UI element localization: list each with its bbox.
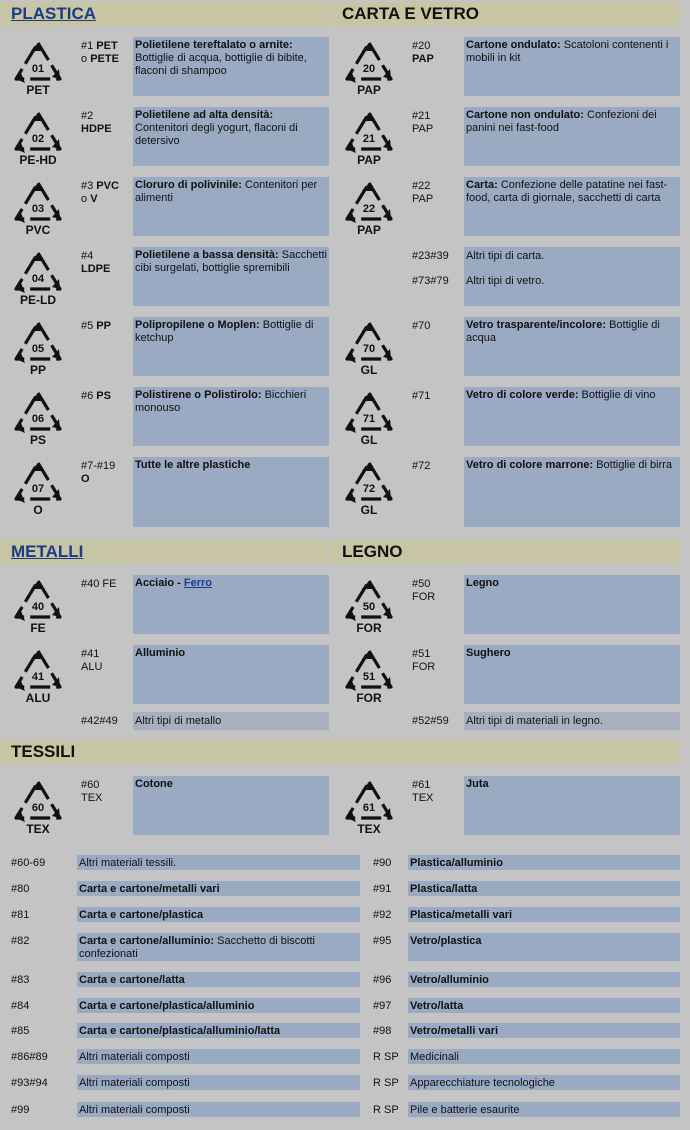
symbol-label: FOR — [356, 621, 382, 635]
code-line — [81, 53, 131, 66]
code-abbr: TEX — [81, 792, 103, 804]
composite-name: Carta e cartone/plastica/alluminio/latta — [79, 1025, 281, 1037]
section-title-legno: LEGNO — [331, 540, 680, 564]
material-description — [464, 177, 680, 236]
material-row — [331, 457, 680, 527]
composite-description — [77, 998, 360, 1013]
composite-row — [362, 972, 680, 987]
symbol-label: ALU — [25, 691, 51, 705]
symbol-label: PAP — [357, 153, 381, 167]
code-number: #20 — [412, 40, 431, 52]
composite-row — [0, 1049, 360, 1064]
material-code — [412, 648, 462, 674]
symbol-label: PVC — [25, 223, 51, 237]
composite-code: #84 — [11, 1000, 30, 1012]
code-number: #40 FE — [81, 578, 117, 590]
composite-text: Altri materiali composti — [79, 1104, 190, 1116]
code-line — [81, 473, 131, 486]
material-row — [331, 387, 680, 446]
material-name: Vetro trasparente/incolore: — [466, 319, 606, 331]
symbol-label: TEX — [26, 822, 50, 836]
material-description — [133, 247, 329, 306]
code-abbr: PETE — [90, 53, 119, 65]
code-number: #50 — [412, 578, 431, 590]
symbol-number: 61 — [362, 802, 376, 814]
composite-code: #92 — [373, 909, 392, 921]
code-number: #72 — [412, 460, 431, 472]
code-text: O — [81, 473, 90, 485]
material-name: Vetro di colore marrone: — [466, 459, 594, 471]
material-code — [412, 110, 462, 136]
recycle-symbol-icon — [339, 387, 399, 447]
material-use: Bottiglie di birra — [596, 459, 673, 471]
material-row — [331, 107, 680, 166]
composite-row — [0, 881, 360, 896]
material-description — [133, 37, 329, 96]
material-description — [464, 457, 680, 527]
composite-name: Carta e cartone/metalli vari — [79, 883, 220, 895]
extra-text: Altri tipi di materiali in legno. — [464, 712, 680, 730]
ferro-link[interactable]: Ferro — [183, 577, 213, 589]
symbol-number: 60 — [31, 802, 45, 814]
composite-description — [408, 998, 680, 1013]
material-description — [133, 107, 329, 166]
code-number: #6 — [81, 390, 97, 402]
symbol-label: GL — [360, 363, 378, 377]
material-row — [331, 575, 680, 634]
composite-text: Sacchetto di biscotti confezionati — [79, 935, 315, 960]
code-abbr: PS — [96, 390, 111, 402]
material-row — [331, 317, 680, 376]
composite-name: Plastica/latta — [410, 883, 478, 895]
material-use: Bicchieri monouso — [135, 389, 307, 414]
material-use: Sacchetti cibi surgelati, bottiglie spremibili — [135, 249, 327, 274]
material-code — [81, 40, 131, 66]
symbol-label: TEX — [357, 822, 381, 836]
composite-description — [77, 1023, 360, 1038]
composite-row — [362, 1049, 680, 1064]
composite-description — [408, 1023, 680, 1038]
carta-extra-block — [331, 247, 680, 306]
material-description — [133, 317, 329, 376]
extra-code: #52#59 — [412, 715, 449, 727]
material-row — [331, 177, 680, 236]
symbol-label: PE-HD — [19, 153, 57, 167]
symbol-number: 06 — [31, 413, 45, 425]
material-use: Scatoloni contenenti i mobili in kit — [466, 39, 669, 64]
material-name: Tutte le altre plastiche — [135, 459, 251, 471]
code-abbr: PAP — [412, 53, 434, 65]
symbol-number: 72 — [362, 483, 376, 495]
composite-code: R SP — [373, 1051, 399, 1063]
material-code — [81, 578, 131, 591]
recycle-symbol-icon — [8, 177, 68, 237]
material-description — [133, 177, 329, 236]
material-code — [81, 779, 131, 805]
symbol-label: GL — [360, 433, 378, 447]
code-number: #21 — [412, 110, 431, 122]
composite-name: Carta e cartone/plastica/alluminio — [79, 1000, 255, 1012]
code-number: #51 — [412, 648, 431, 660]
composite-code: #90 — [373, 857, 392, 869]
composite-text: Altri materiali composti — [79, 1051, 190, 1063]
code-text: HDPE — [81, 123, 112, 135]
composite-description — [408, 1049, 680, 1064]
composite-name: Carta e cartone/alluminio: — [79, 935, 215, 947]
recycle-symbol-icon — [8, 37, 68, 97]
section-title-carta-vetro: CARTA E VETRO — [331, 2, 680, 26]
symbol-number: 01 — [31, 63, 45, 75]
composite-code: #91 — [373, 883, 392, 895]
recycle-symbol-icon — [8, 317, 68, 377]
material-row — [0, 645, 329, 704]
symbol-number: 22 — [362, 203, 376, 215]
material-code — [412, 779, 462, 805]
composite-code: #95 — [373, 935, 392, 947]
material-use: Confezione delle patatine nei fast-food, carta di giornale, sacchetti di carta — [466, 179, 668, 204]
composite-text: Medicinali — [410, 1051, 459, 1063]
code-number: #70 — [412, 320, 431, 332]
material-description — [464, 37, 680, 96]
composite-row — [0, 933, 360, 961]
symbol-number: 71 — [362, 413, 376, 425]
code-line — [81, 460, 131, 473]
composite-code: #93#94 — [11, 1077, 48, 1089]
code-abbr: PET — [96, 40, 118, 52]
material-description — [133, 645, 329, 704]
extra-code: #23#39 — [412, 250, 449, 262]
material-use: Bottiglie di ketchup — [135, 319, 314, 344]
material-name: Cartone ondulato: — [466, 39, 561, 51]
material-code — [81, 648, 131, 674]
composite-code: #83 — [11, 974, 30, 986]
material-row — [0, 457, 329, 516]
composite-text: Pile e batterie esaurite — [410, 1104, 520, 1116]
symbol-number: 21 — [362, 133, 376, 145]
composite-code: #81 — [11, 909, 30, 921]
material-name: Carta: — [466, 179, 498, 191]
symbol-number: 41 — [31, 671, 45, 683]
code-line — [81, 123, 131, 136]
material-code — [412, 40, 462, 66]
composite-row — [0, 1023, 360, 1038]
composite-name: Plastica/alluminio — [410, 857, 503, 869]
legno-extra-row — [331, 712, 680, 730]
composite-row — [0, 1075, 360, 1090]
symbol-number: 05 — [31, 343, 45, 355]
recycle-symbol-icon — [339, 37, 399, 97]
symbol-number: 70 — [362, 343, 376, 355]
section-title-plastica[interactable]: PLASTICA — [0, 2, 329, 26]
composite-description — [77, 855, 360, 870]
code-text: o — [81, 53, 91, 65]
material-use: Bottiglie di vino — [581, 389, 656, 401]
code-number: #22 — [412, 180, 431, 192]
symbol-number: 04 — [31, 273, 45, 285]
composite-description — [408, 1075, 680, 1090]
symbol-label: FOR — [356, 691, 382, 705]
composite-row — [0, 998, 360, 1013]
composite-code: R SP — [373, 1077, 399, 1089]
code-abbr: FOR — [412, 661, 436, 673]
material-use: Bottiglie di acqua — [466, 319, 660, 344]
symbol-number: 02 — [31, 133, 45, 145]
material-code — [412, 390, 462, 403]
metalli-extra-row — [0, 712, 329, 730]
code-number: #61 — [412, 779, 431, 791]
composite-name: Vetro/latta — [410, 1000, 464, 1012]
symbol-label: PP — [29, 363, 47, 377]
material-code — [81, 110, 131, 136]
composite-code: #99 — [11, 1104, 30, 1116]
composite-row — [362, 907, 680, 922]
composite-row — [362, 1023, 680, 1038]
composite-description — [408, 907, 680, 922]
code-abbr: PAP — [412, 123, 434, 135]
material-description — [133, 387, 329, 446]
code-number: #3 — [81, 180, 97, 192]
extra-text: Altri tipi di carta. — [466, 250, 545, 262]
composite-code: #60-69 — [11, 857, 46, 869]
code-line — [81, 320, 131, 333]
composite-row — [0, 1102, 360, 1117]
material-name: Sughero — [466, 647, 511, 659]
code-text: LDPE — [81, 263, 111, 275]
code-abbr: PAP — [412, 193, 434, 205]
composite-code: #86#89 — [11, 1051, 48, 1063]
material-description — [464, 776, 680, 835]
recycle-symbol-icon — [339, 107, 399, 167]
material-description — [133, 575, 329, 634]
symbol-label: PAP — [357, 223, 381, 237]
material-use: Bottiglie di acqua, bottiglie di bibite, flaconi di shampoo — [135, 52, 307, 77]
material-code — [412, 460, 462, 473]
recycle-symbol-icon — [8, 645, 68, 705]
composite-name: Vetro/alluminio — [410, 974, 489, 986]
extra-code: #73#79 — [412, 275, 449, 287]
composite-code: #82 — [11, 935, 30, 947]
material-code — [81, 250, 131, 276]
symbol-label: PET — [26, 83, 50, 97]
symbol-label: O — [33, 503, 43, 517]
material-use: Contenitori per alimenti — [135, 179, 318, 204]
code-number: #5 — [81, 320, 97, 332]
composite-description — [77, 1049, 360, 1064]
material-name: Polietilene a bassa densità: — [135, 249, 279, 261]
composite-row — [0, 972, 360, 987]
material-code — [412, 578, 462, 604]
code-number: #7-#19 — [81, 460, 116, 472]
code-number: #71 — [412, 390, 431, 402]
composite-text: Altri materiali composti — [79, 1077, 190, 1089]
composite-code: R SP — [373, 1104, 399, 1116]
material-row — [0, 776, 329, 835]
material-row — [0, 177, 329, 236]
composite-row — [362, 933, 680, 961]
material-name: Cotone — [135, 778, 173, 790]
composite-description — [408, 1102, 680, 1117]
recycle-symbol-icon — [339, 645, 399, 705]
material-row — [0, 107, 329, 166]
composite-description — [408, 855, 680, 870]
code-abbr: PVC — [96, 180, 119, 192]
material-code — [81, 320, 131, 333]
recycle-symbol-icon — [339, 177, 399, 237]
material-name: Legno — [466, 577, 499, 589]
material-description — [464, 387, 680, 446]
code-line — [81, 110, 131, 123]
composite-code: #96 — [373, 974, 392, 986]
extra-text: Altri tipi di metallo — [133, 712, 329, 730]
symbol-label: PS — [29, 433, 47, 447]
composite-row — [362, 1102, 680, 1117]
composite-row — [362, 881, 680, 896]
composite-text: Altri materiali tessili. — [79, 857, 177, 869]
code-number: #4 — [81, 250, 94, 262]
code-number: #41 — [81, 648, 100, 660]
symbol-number: 40 — [31, 601, 45, 613]
material-row — [0, 575, 329, 634]
code-line — [81, 263, 131, 276]
code-abbr: PP — [96, 320, 111, 332]
material-description — [133, 776, 329, 835]
composite-description — [77, 1102, 360, 1117]
composite-name: Plastica/metalli vari — [410, 909, 513, 921]
material-row — [331, 776, 680, 835]
code-line — [81, 390, 131, 403]
composite-code: #85 — [11, 1025, 30, 1037]
composite-row — [0, 907, 360, 922]
material-name: Cloruro di polivinile: — [135, 179, 242, 191]
material-description — [464, 107, 680, 166]
material-row — [0, 387, 329, 446]
section-title-tessili: TESSILI — [0, 740, 680, 764]
material-code — [81, 180, 131, 206]
symbol-label: FE — [30, 621, 46, 635]
recycle-symbol-icon — [8, 575, 68, 635]
recycle-symbol-icon — [339, 776, 399, 836]
composite-description — [408, 972, 680, 987]
symbol-number: 07 — [31, 483, 45, 495]
code-number: #60 — [81, 779, 100, 791]
material-name: Polietilene ad alta densità: — [135, 109, 274, 121]
composite-text: Apparecchiature tecnologiche — [410, 1077, 555, 1089]
recycle-symbol-icon — [8, 387, 68, 447]
code-line — [81, 250, 131, 263]
composite-description — [77, 933, 360, 961]
material-name: Vetro di colore verde: — [466, 389, 579, 401]
code-line — [81, 180, 131, 193]
code-abbr: ALU — [81, 661, 103, 673]
section-title-metalli[interactable]: METALLI — [0, 540, 329, 564]
material-name: Polipropilene o Moplen: — [135, 319, 260, 331]
material-description — [133, 457, 329, 527]
material-name: Acciaio - — [135, 577, 184, 589]
composite-description — [77, 907, 360, 922]
material-code — [81, 460, 131, 486]
composite-row — [0, 855, 360, 870]
material-name: Juta — [466, 778, 489, 790]
material-row — [331, 645, 680, 704]
composite-name: Vetro/plastica — [410, 935, 482, 947]
material-use: Confezioni dei panini nei fast-food — [466, 109, 657, 134]
material-use: Contenitori degli yogurt, flaconi di detersivo — [135, 122, 298, 147]
code-line — [81, 193, 131, 206]
composite-name: Vetro/metalli vari — [410, 1025, 499, 1037]
recycle-symbol-icon — [339, 457, 399, 517]
material-description — [464, 575, 680, 634]
code-abbr: V — [90, 193, 98, 205]
material-row — [0, 317, 329, 376]
material-row — [331, 37, 680, 96]
material-name: Alluminio — [135, 647, 186, 659]
composite-row — [362, 855, 680, 870]
recycle-symbol-icon — [8, 776, 68, 836]
material-code — [412, 320, 462, 333]
recycle-symbol-icon — [8, 247, 68, 307]
code-abbr: FOR — [412, 591, 436, 603]
material-row — [0, 37, 329, 96]
recycle-symbol-icon — [339, 575, 399, 635]
composite-row — [362, 1075, 680, 1090]
composite-row — [362, 998, 680, 1013]
material-name: Polietilene tereftalato o arnite: — [135, 39, 293, 51]
code-abbr: TEX — [412, 792, 434, 804]
symbol-number: 51 — [362, 671, 376, 683]
symbol-label: PE-LD — [20, 293, 56, 307]
symbol-number: 50 — [362, 601, 376, 613]
symbol-label: GL — [360, 503, 378, 517]
material-name: Polistirene o Polistirolo: — [135, 389, 262, 401]
material-row — [0, 247, 329, 306]
symbol-number: 03 — [31, 203, 45, 215]
symbol-number: 20 — [362, 63, 376, 75]
material-name: Cartone non ondulato: — [466, 109, 584, 121]
composite-description — [77, 1075, 360, 1090]
symbol-label: PAP — [357, 83, 381, 97]
material-code — [81, 390, 131, 403]
composite-description — [77, 881, 360, 896]
composite-code: #98 — [373, 1025, 392, 1037]
code-number: #1 — [81, 40, 97, 52]
composite-description — [408, 933, 680, 961]
recycle-symbol-icon — [339, 317, 399, 377]
material-description — [464, 645, 680, 704]
code-number: #2 — [81, 110, 94, 122]
code-text: o — [81, 193, 91, 205]
recycle-symbol-icon — [8, 457, 68, 517]
material-code — [412, 180, 462, 206]
material-description — [464, 317, 680, 376]
extra-code: #42#49 — [81, 715, 118, 727]
composite-description — [408, 881, 680, 896]
composite-code: #80 — [11, 883, 30, 895]
recycle-symbol-icon — [8, 107, 68, 167]
extra-text: Altri tipi di vetro. — [466, 275, 545, 287]
composite-description — [77, 972, 360, 987]
composite-name: Carta e cartone/plastica — [79, 909, 204, 921]
composite-code: #97 — [373, 1000, 392, 1012]
composite-name: Carta e cartone/latta — [79, 974, 185, 986]
code-line — [81, 40, 131, 53]
